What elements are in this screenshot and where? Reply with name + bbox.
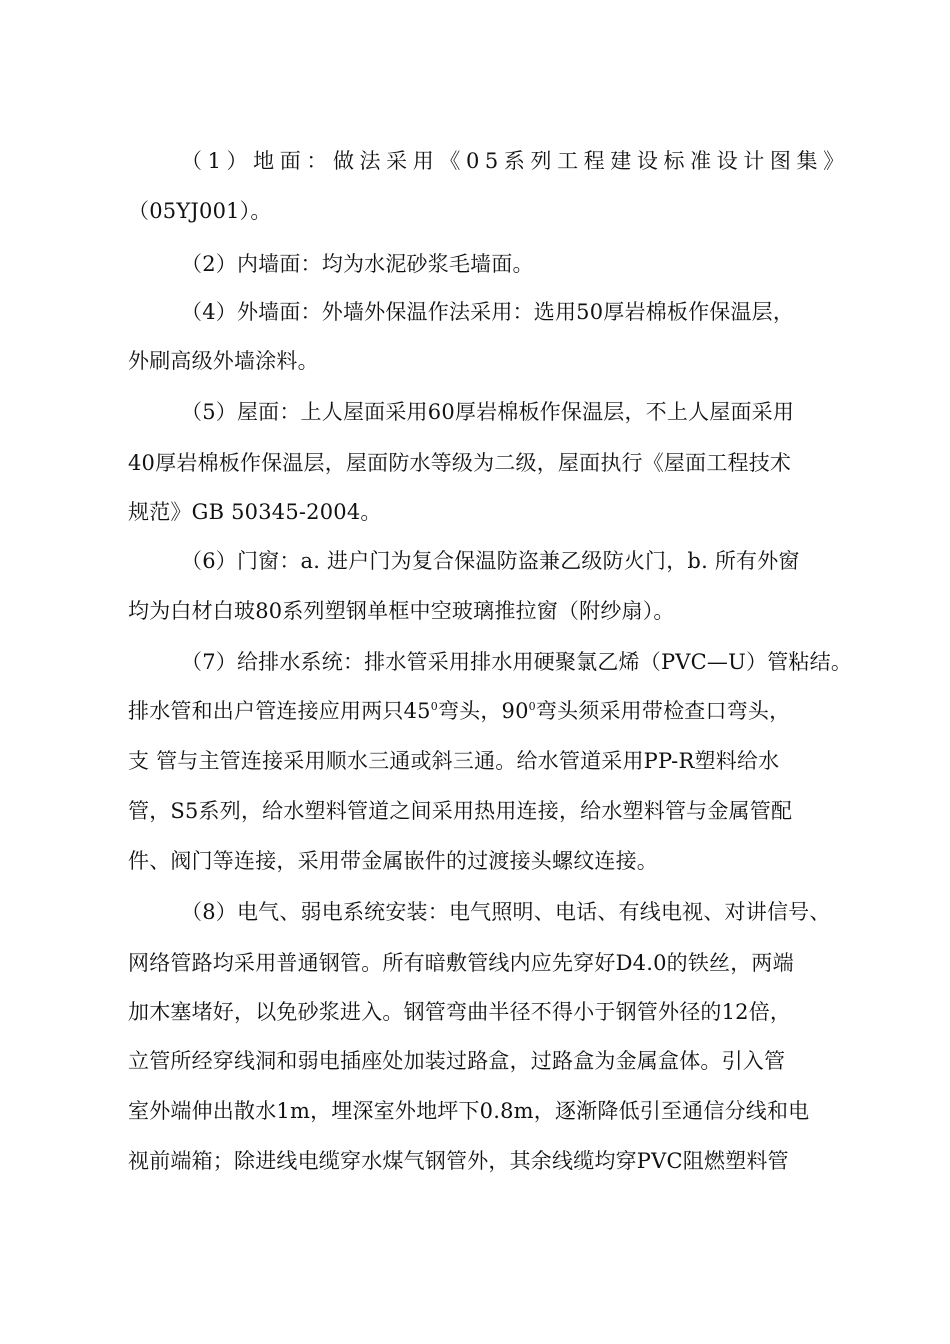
paragraph-6-line-3: 支 管与主管连接采用顺水三通或斜三通。给水管道采用PP-R塑料给水: [128, 749, 780, 773]
paragraph-6-line-2-mid: 弯头，90: [437, 699, 529, 723]
paragraph-6-line-5: 件、阀门等连接，采用带金属嵌件的过渡接头螺纹连接。: [128, 849, 658, 873]
paragraph-4-line-2: 40厚岩棉板作保温层，屋面防水等级为二级，屋面执行《屋面工程技术: [128, 451, 792, 475]
paragraph-6-line-4: 管，S5系列，给水塑料管道之间采用热用连接，给水塑料管与金属管配: [128, 799, 793, 823]
paragraph-6-line-2-pre: 排水管和出户管连接应用两只45: [128, 699, 431, 723]
paragraph-6-line-2-post: 弯头须采用带检查口弯头，: [535, 699, 791, 723]
degree-superscript-1: 0: [430, 700, 438, 713]
paragraph-6-line-2: [128, 697, 848, 725]
paragraph-3-line-2: 外刷高级外墙涂料。: [128, 349, 319, 373]
paragraph-7-line-3: 加木塞堵好，以免砂浆进入。钢管弯曲半径不得小于钢管外径的12倍，: [128, 1000, 792, 1024]
paragraph-6-line-1: （7）给排水系统：排水管采用排水用硬聚氯乙烯（PVC—U）管粘结。: [181, 650, 853, 674]
paragraph-1-line-1: （1）地面：做法采用《05系列工程建设标准设计图集》: [181, 149, 850, 173]
paragraph-7-line-2: 网络管路均采用普通钢管。所有暗敷管线内应先穿好D4.0的铁丝，两端: [128, 951, 794, 975]
paragraph-1-line-2: （05YJ001）。: [128, 199, 272, 223]
paragraph-7-line-5: 室外端伸出散水1m，埋深室外地坪下0.8m，逐渐降低引至通信分线和电: [128, 1099, 810, 1123]
paragraph-2-line-1: （2）内墙面：均为水泥砂浆毛墙面。: [181, 252, 534, 276]
paragraph-7-line-4: 立管所经穿线洞和弱电插座处加装过路盒，过路盒为金属盒体。引入管: [128, 1049, 786, 1073]
paragraph-5-line-1: （6）门窗：a. 进户门为复合保温防盗兼乙级防火门，b. 所有外窗: [181, 549, 800, 573]
paragraph-4-line-1: （5）屋面：上人屋面采用60厚岩棉板作保温层，不上人屋面采用: [181, 400, 795, 424]
degree-superscript-2: 0: [528, 700, 536, 713]
paragraph-3-line-1: （4）外墙面：外墙外保温作法采用：选用50厚岩棉板作保温层，: [181, 300, 795, 324]
paragraph-7-line-6: 视前端箱；除进线电缆穿水煤气钢管外，其余线缆均穿PVC阻燃塑料管: [128, 1149, 789, 1173]
paragraph-5-line-2: 均为白材白玻80系列塑钢单框中空玻璃推拉窗（附纱扇）。: [128, 599, 675, 623]
paragraph-4-line-3: 规范》GB 50345-2004。: [128, 500, 382, 524]
paragraph-7-line-1: （8）电气、弱电系统安装：电气照明、电话、有线电视、对讲信号、: [181, 900, 831, 924]
